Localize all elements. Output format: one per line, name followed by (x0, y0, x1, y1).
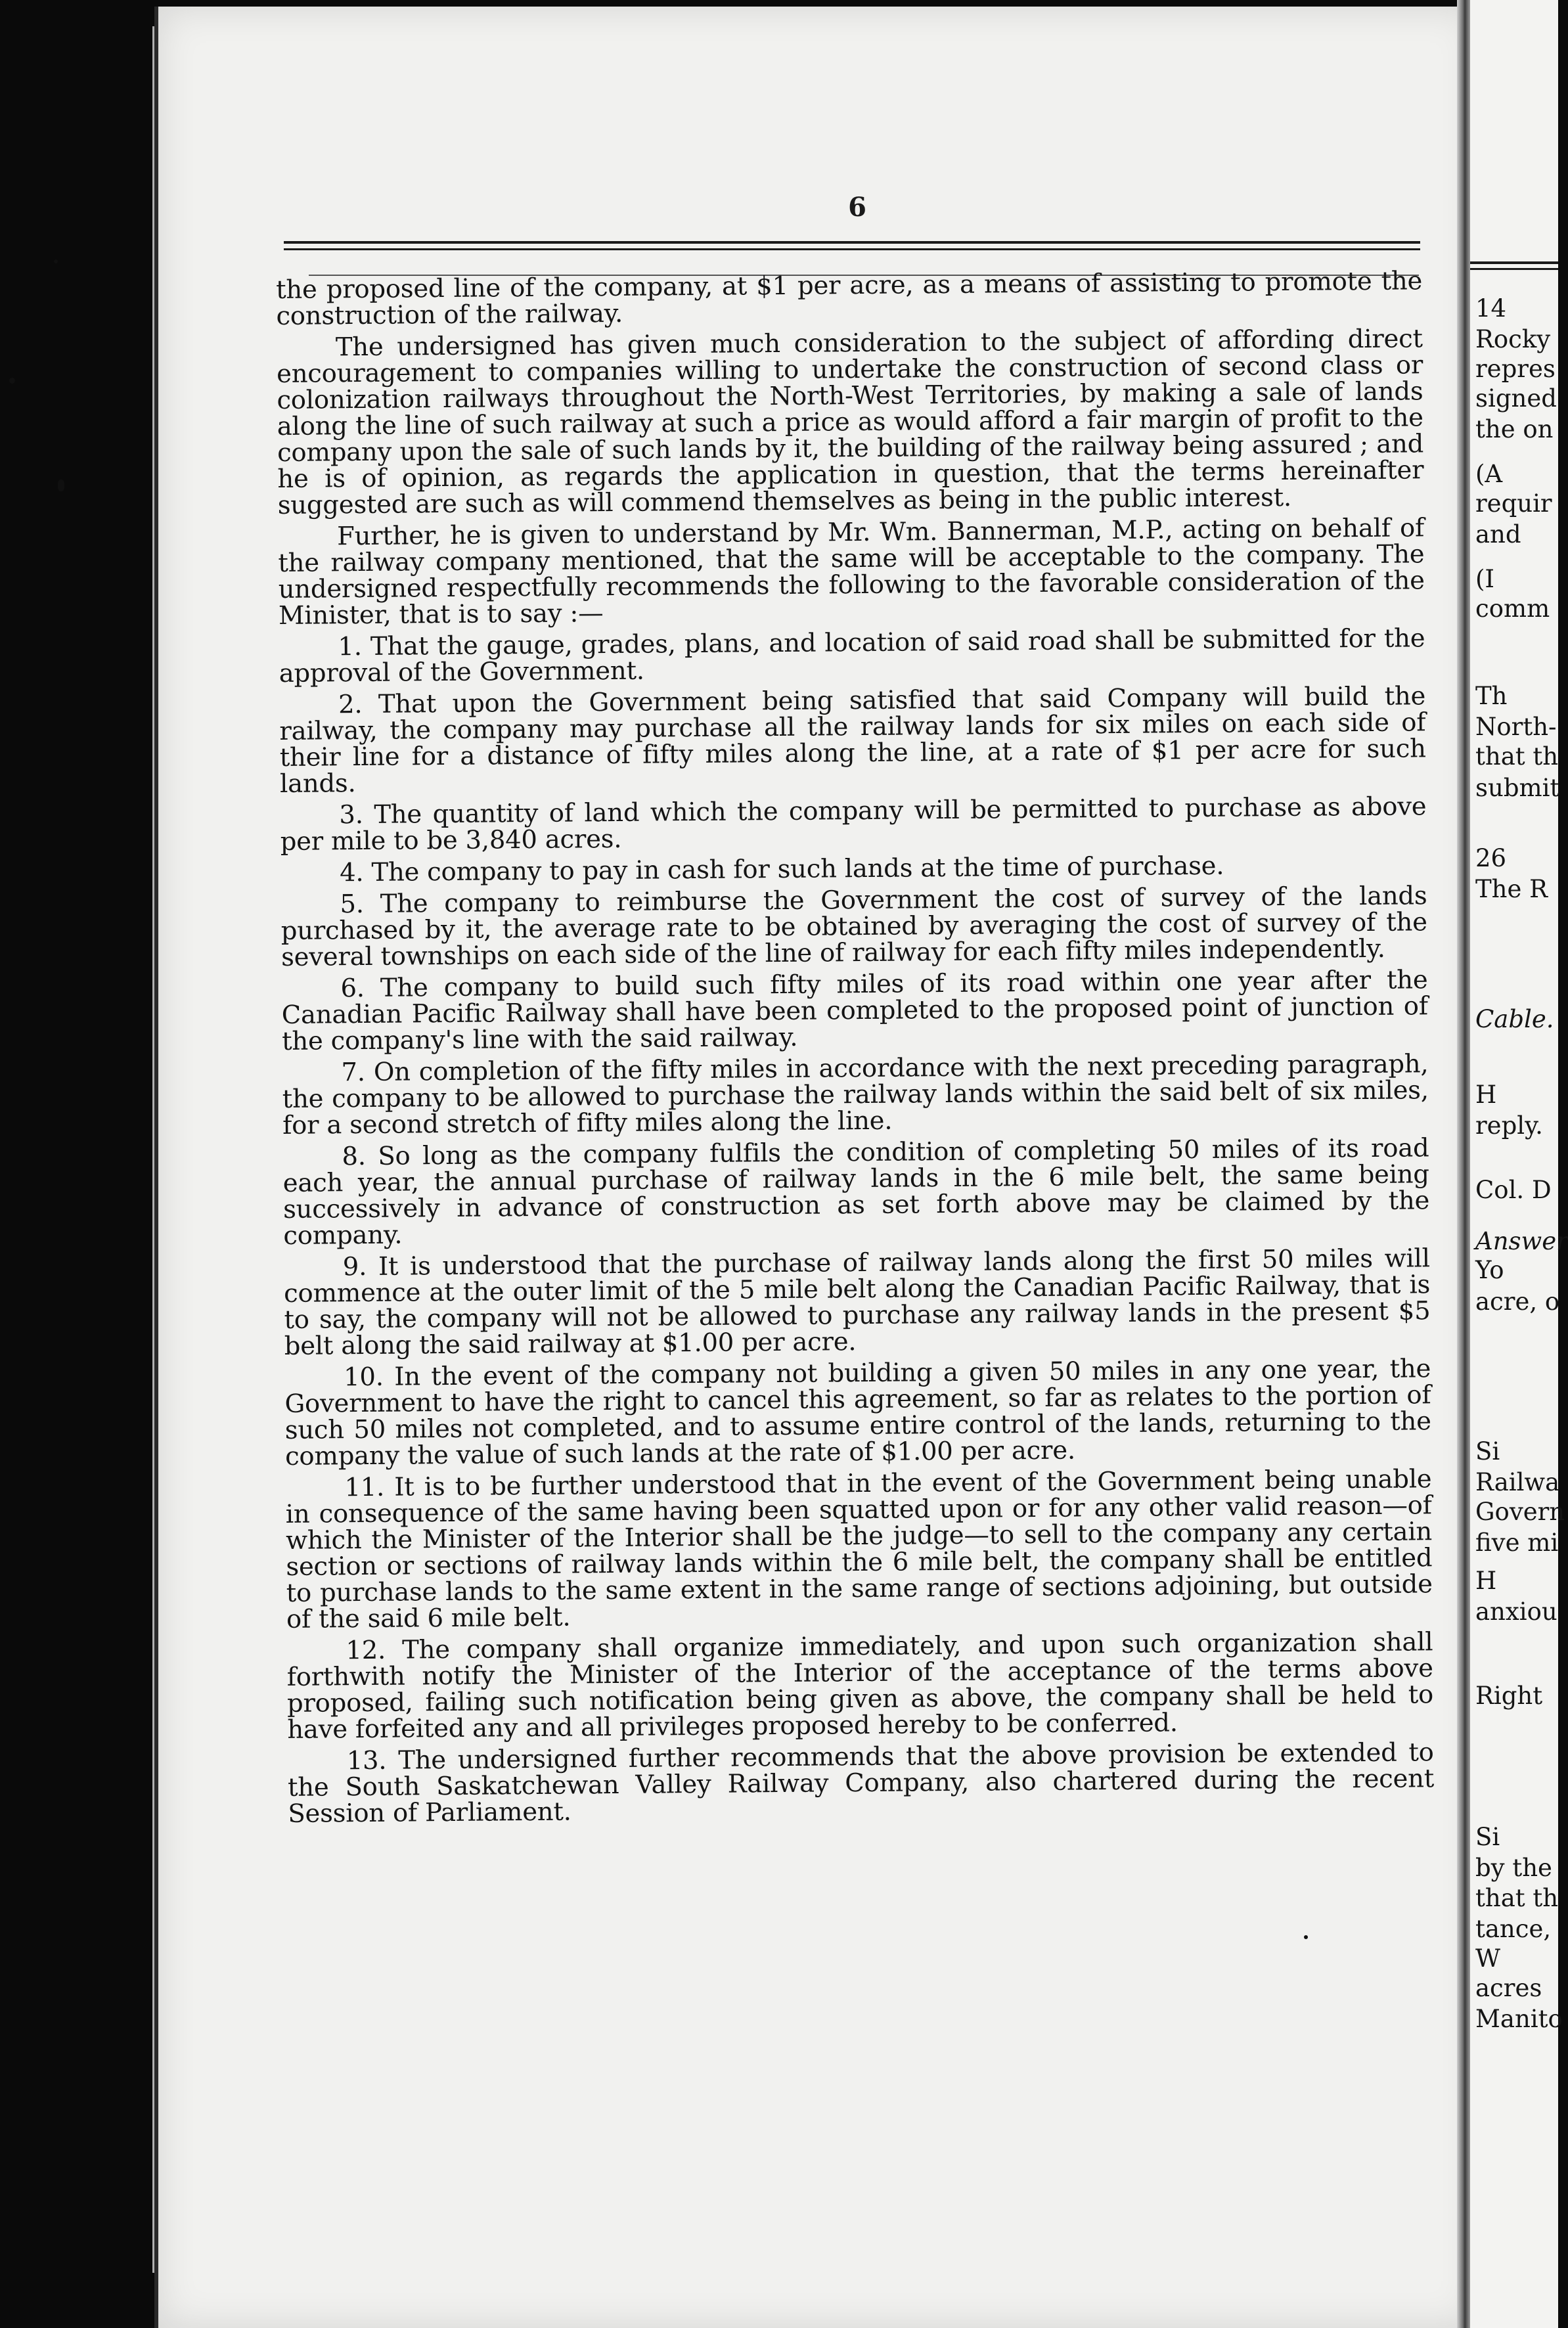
paragraph: 5. The company to reimburse the Government the cost of survey of the lands purchased by it, the average rate to be obtained by averaging the cost of survey of the several townships on each side of the line of railway for each fifty miles independently. (280, 881, 1427, 972)
right-page-text-fragment: tance, (1475, 1915, 1552, 1943)
right-page-text-fragment: repres (1475, 355, 1556, 383)
right-page-text-fragment: Yo (1475, 1256, 1504, 1284)
right-page-text-fragment: North- (1475, 713, 1557, 741)
right-page-text-fragment: Col. D (1475, 1176, 1552, 1204)
right-page-text-fragment: reply. (1475, 1111, 1543, 1140)
paragraph: 9. It is understood that the purchase of railway lands along the first 50 miles will commence at the outer limit of the 5 mile belt along the Canadian Pacific Railway, that is to say, the company will not be allowed to purchase any railway lands in the present $5 belt along the said railway at $1.00 per acre. (283, 1243, 1431, 1361)
right-page-text-fragment: Answer (1475, 1227, 1568, 1255)
page-number: 6 (848, 192, 866, 223)
right-page-text-fragment: H (1475, 1567, 1497, 1595)
paragraph: 6. The company to build such fifty miles of its road within one year after the Canadian Pacific Railway shall have been completed to the proposed point of junction of the company's line with the said railway. (281, 965, 1428, 1056)
paragraph: 13. The undersigned further recommends that the above provision be extended to the South Saskatchewan Valley Railway Company, also chartered during the recent Session of Parliament. (287, 1737, 1435, 1829)
paragraph: Further, he is given to understand by Mr. Wm. Bannerman, M.P., acting on behalf of the railway company mentioned, that the same will be acceptable to the company. The undersigned respectfully recommends the following to the favorable consideration of the Minister, that is to say :— (278, 513, 1425, 631)
right-page-text-fragment: 14 (1475, 294, 1507, 323)
right-page-text-fragment: Cable. (1475, 1005, 1554, 1033)
right-page-text-fragment: acre, o (1475, 1287, 1560, 1316)
ink-speck (9, 378, 15, 384)
right-page-text-fragment: that th (1475, 1884, 1559, 1912)
right-page-text-fragment: requir (1475, 489, 1552, 518)
right-page-text-fragment: that th (1475, 742, 1559, 771)
right-page-text-fragment: W (1475, 1944, 1501, 1973)
right-page-text-fragment: Si (1475, 1437, 1500, 1466)
right-page-text-fragment: comm (1475, 594, 1550, 623)
paragraph: 4. The company to pay in cash for such lands at the time of purchase. (339, 851, 1224, 888)
right-page-text-fragment: anxiou (1475, 1598, 1557, 1626)
right-page-text-fragment: (A (1475, 460, 1503, 488)
paragraph: 11. It is to be further understood that in the event of the Government being unable in consequence of the same having been squatted upon or for any other valid reason—of which the Minister of the Interior shall be the judge—to sell to the company any certain section or sections of railway lands within the 6 mile belt, the company shall be entitled to purchase lands to the same extent in the same range of sections adjoining, but outside of the said 6 mile belt. (285, 1464, 1433, 1634)
right-page-text-fragment: Th (1475, 682, 1508, 710)
header-rule (1470, 261, 1558, 264)
header-rule (284, 248, 1420, 250)
right-page-text-fragment: signed (1475, 384, 1557, 413)
right-page-text-fragment: Govern (1475, 1498, 1565, 1526)
right-page-text-fragment: (I (1475, 565, 1495, 593)
right-page-text-fragment: H (1475, 1081, 1497, 1109)
ink-speck (54, 259, 58, 263)
paragraph: 8. So long as the company fulfils the condition of completing 50 miles of its road each year, the annual purchase of railway lands in the 6 mile belt, the same being successively in advance of construction as set forth above may be claimed by the company. (282, 1133, 1430, 1251)
paragraph: 3. The quantity of land which the company will be permitted to purchase as above per mile to be 3,840 acres. (280, 792, 1427, 857)
right-page-text-fragment: Manito (1475, 2005, 1563, 2033)
right-page-text-fragment: The R (1475, 875, 1548, 903)
right-page-text-fragment: by the (1475, 1854, 1552, 1882)
right-page-text-fragment: Right (1475, 1682, 1543, 1710)
header-rule (1470, 268, 1558, 270)
paragraph: 12. The company shall organize immediately, and upon such organization shall forthwith notify the Minister of the Interior of the acceptance of the terms above proposed, failing such notification being given as above, the company shall be held to have forfeited any and all privileges proposed hereby to be conferred. (286, 1627, 1434, 1745)
right-page (1470, 0, 1568, 2328)
right-page-text-fragment: and (1475, 520, 1521, 548)
paragraph: 7. On completion of the fifty miles in accordance with the next preceding paragraph, the company to be allowed to purchase the railway lands within the said belt of six miles, for a second stretch of fifty miles along the line. (282, 1049, 1429, 1140)
right-page-text-fragment: acres (1475, 1974, 1542, 2002)
right-page-text-fragment: submit (1475, 774, 1560, 802)
paragraph: 2. That upon the Government being satisfied that said Company will build the railway, the company may purchase all the railway lands for six miles on each side of their line for a distance of fifty miles along the line, at a rate of $1 per acre for such lands. (279, 681, 1426, 799)
paragraph: 1. That the gauge, grades, plans, and location of said road shall be submitted for the approval of the Government. (279, 623, 1425, 688)
right-page-text-fragment: Rocky (1475, 325, 1551, 353)
right-page-text-fragment: five mi (1475, 1529, 1559, 1557)
body-text (276, 268, 1435, 1833)
paragraph: the proposed line of the company, at $1 per acre, as a means of assisting to promote the construction of the railway. (275, 266, 1423, 331)
paragraph: 10. In the event of the company not building a given 50 miles in any one year, the Government to have the right to cancel this agreement, so far as relates to the portion of such 50 miles not completed, and to assume entire control of the lands, returning to the company the value of such lands at the rate of $1.00 per acre. (284, 1354, 1431, 1471)
right-page-text-fragment: Si (1475, 1823, 1500, 1851)
header-rule (284, 241, 1420, 244)
ink-speck (58, 480, 64, 491)
book-gutter (1457, 0, 1470, 2328)
right-page-text-fragment: 26 (1475, 844, 1507, 872)
ink-speck (1304, 1935, 1308, 1939)
right-page-text-fragment: the on (1475, 415, 1554, 443)
paragraph: The undersigned has given much consideration to the subject of affording direct encouragement to companies willing to undertake the construction of second class or colonization railways throughout the North-West Territories, by making a sale of lands along the line of such railway at such a price as would afford a fair margin of profit to the company upon the sale of such lands by it, the building of the railway being assured ; and he is of opinion, as regards the application in question, that the terms hereinafter suggested are such as will commend themselves as being in the public interest. (276, 324, 1424, 520)
right-page-text-fragment: Railwa (1475, 1468, 1560, 1496)
